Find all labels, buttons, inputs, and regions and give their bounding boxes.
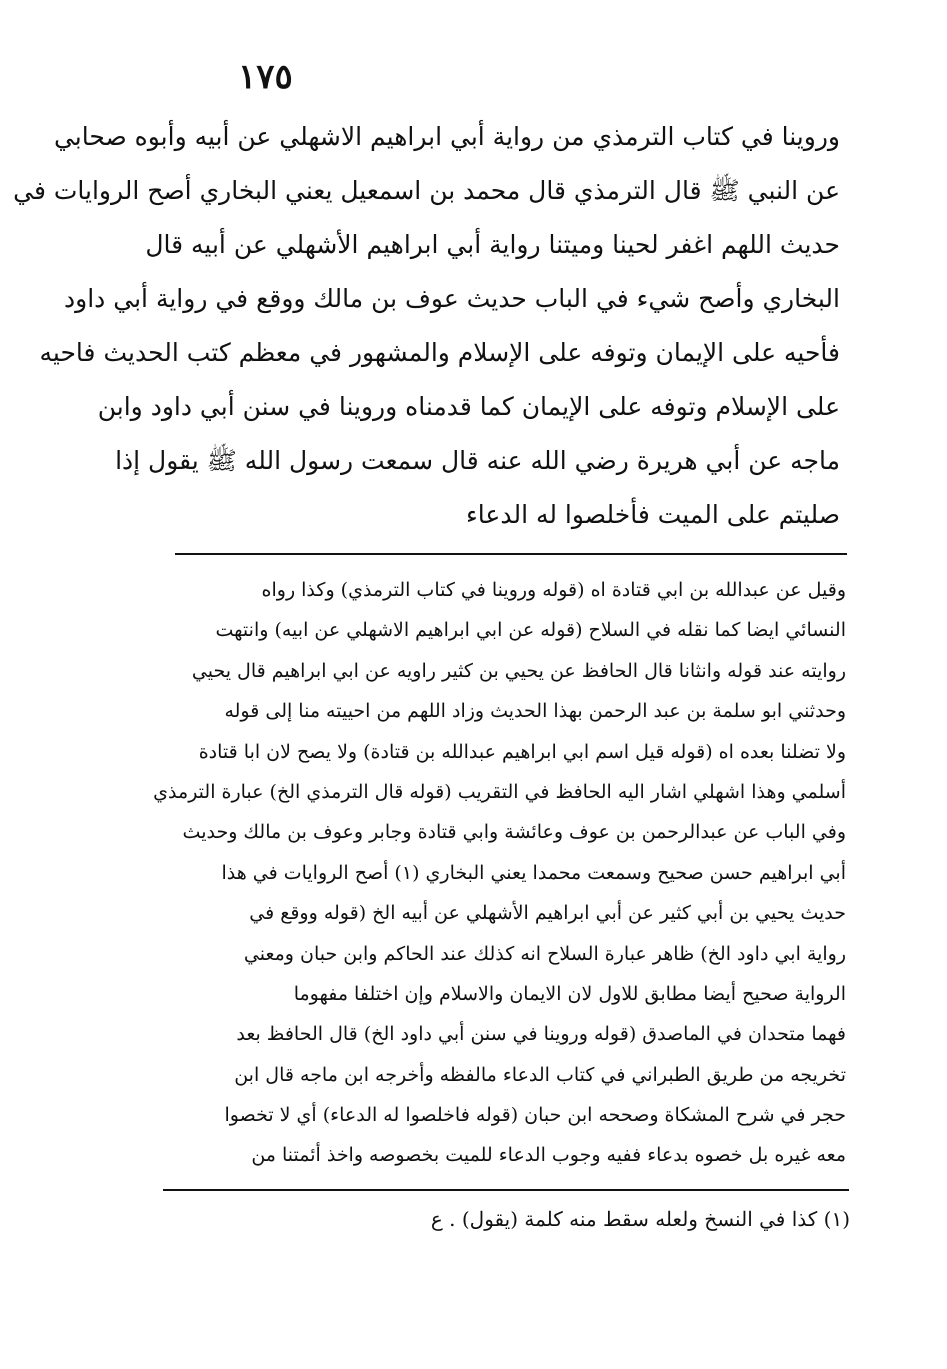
commentary-line: حجر في شرح المشكاة وصححه ابن حبان (قوله فاخلصوا له الدعاء) أي لا تخصوا: [224, 1104, 846, 1127]
main-text-line: حديث اللهم اغفر لحينا وميتنا رواية أبي ابراهيم الأشهلي عن أبيه قال: [145, 230, 840, 259]
commentary-line: النسائي ايضا كما نقله في السلاح (قوله عن ابي ابراهيم الاشهلي عن ابيه) وانتهت: [215, 619, 846, 642]
main-text-line: البخاري وأصح شيء في الباب حديث عوف بن مالك ووقع في رواية أبي داود: [64, 284, 840, 313]
commentary-line: رواية ابي داود الخ) ظاهر عبارة السلاح انه كذلك عند الحاكم وابن حبان ومعني: [243, 942, 846, 965]
main-text-line: وروينا في كتاب الترمذي من رواية أبي ابراهيم الاشهلي عن أبيه وأبوه صحابي: [53, 122, 840, 151]
commentary-line: روايته عند قوله وانثانا قال الحافظ عن يحيي بن كثير راويه عن ابي ابراهيم قال يحيي: [191, 659, 846, 682]
commentary-line: معه غيره بل خصوه بدعاء ففيه وجوب الدعاء للميت بخصوصه واخذ أئمتنا من: [251, 1144, 846, 1167]
endnote: (١) كذا في النسخ ولعله سقط منه كلمة (يقول) . ع: [430, 1207, 850, 1231]
main-text-line: صليتم على الميت فأخلصوا له الدعاء: [466, 500, 840, 529]
commentary-line: ولا تضلنا بعده اه (قوله قيل اسم ابي ابراهيم عبدالله بن قتادة) ولا يصح لان ابا قتادة: [198, 740, 846, 763]
commentary-line: حديث يحيي بن أبي كثير عن أبي ابراهيم الأشهلي عن أبيه الخ (قوله ووقع في: [249, 902, 846, 925]
commentary-line: وحدثني ابو سلمة بن عبد الرحمن بهذا الحديث وزاد اللهم من احييته منا إلى قوله: [224, 700, 846, 723]
main-text-line: فأحيه على الإيمان وتوفه على الإسلام والمشهور في معظم كتب الحديث فاحيه: [39, 338, 840, 367]
commentary-line: تخريجه من طريق الطبراني في كتاب الدعاء مالفظه وأخرجه ابن ماجه قال ابن: [234, 1063, 846, 1086]
endnote-divider: [163, 1189, 849, 1191]
commentary-line: أبي ابراهيم حسن صحيح وسمعت محمدا يعني البخاري (١) أصح الروايات في هذا: [221, 861, 846, 884]
commentary-line: فهما متحدان في الماصدق (قوله وروينا في سنن أبي داود الخ) قال الحافظ بعد: [236, 1023, 846, 1046]
main-text-line: ماجه عن أبي هريرة رضي الله عنه قال سمعت رسول الله ﷺ يقول إذا: [115, 446, 840, 475]
footnote-divider: [175, 553, 847, 555]
main-text-line: على الإسلام وتوفه على الإيمان كما قدمناه وروينا في سنن أبي داود وابن: [97, 392, 840, 421]
commentary-line: وفي الباب عن عبدالرحمن بن عوف وعائشة وابي قتادة وجابر وعوف بن مالك وحديث: [182, 821, 846, 844]
commentary-block: [96, 570, 846, 1176]
commentary-line: الرواية صحيح أيضا مطابق للاول لان الايمان والاسلام وإن اختلفا مفهوما: [293, 982, 846, 1005]
commentary-line: أسلمي وهذا اشهلي اشار اليه الحافظ في التقريب (قوله قال الترمذي الخ) عبارة الترمذي: [153, 780, 846, 803]
commentary-line: وقيل عن عبدالله بن ابي قتادة اه (قوله وروينا في كتاب الترمذي) وكذا رواه: [261, 579, 846, 601]
main-text-line: عن النبي ﷺ قال الترمذي قال محمد بن اسمعيل يعني البخاري أصح الروايات في: [13, 176, 840, 205]
page-number: ١٧٥: [238, 57, 293, 97]
main-text-block: [13, 110, 840, 542]
